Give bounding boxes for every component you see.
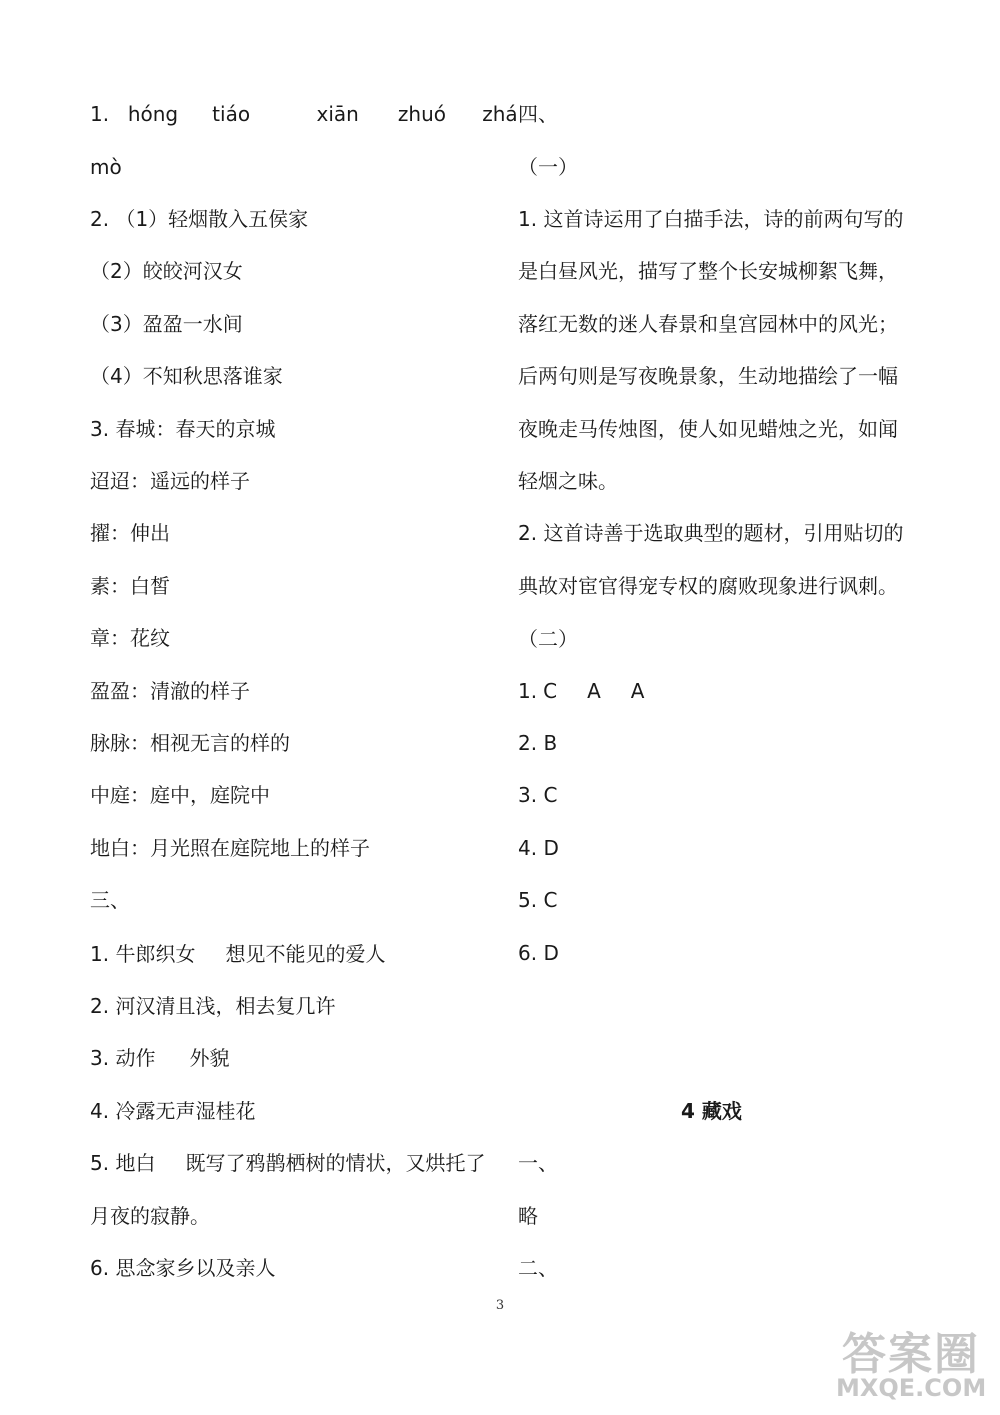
answer-part: 外貌 <box>189 1046 230 1070</box>
answer-line: （3）盈盈一水间 <box>90 311 243 336</box>
answer-line: 脉脉：相视无言的样的 <box>90 731 290 755</box>
answer-line: 2. 河汉清且浅，相去复几许 <box>90 994 336 1018</box>
answer-line: 3. C <box>518 783 558 808</box>
subsection-heading: （一） <box>518 155 578 179</box>
answer-part: 既写了鸦鹊栖树的情状，又烘托了 <box>185 1151 486 1175</box>
pinyin-word: hóng <box>127 102 179 126</box>
answer-line: 地白：月光照在庭院地上的样子 <box>90 835 370 860</box>
question-number: 1. <box>90 102 110 126</box>
choice-answer: A <box>587 679 601 703</box>
choice-answer: A <box>630 679 645 703</box>
question-number: 1. <box>518 679 538 703</box>
answer-line: 素：白皙 <box>90 573 170 598</box>
answer-line: 2. （1）轻烟散入五侯家 <box>90 207 309 231</box>
answer-part: 想见不能见的爱人 <box>225 942 386 966</box>
answer-line: 6. D <box>518 940 559 965</box>
answer-line: 夜晚走马传烛图，使人如见蜡烛之光，如闻 <box>518 416 898 441</box>
answer-line: 4. 冷露无声湿桂花 <box>90 1099 256 1123</box>
answer-line: 5. C <box>518 888 558 913</box>
answer-line <box>90 1044 229 1072</box>
answer-line <box>90 1149 485 1177</box>
answer-line: 2. B <box>518 731 558 755</box>
answer-line: 月夜的寂静。 <box>90 1204 210 1228</box>
answer-line: 略 <box>518 1204 538 1228</box>
answer-line: 章：花纹 <box>90 626 170 651</box>
pinyin-continuation: mò <box>90 155 122 179</box>
answer-line: 盈盈：清澈的样子 <box>90 678 250 703</box>
answer-line: 典故对宦官得宠专权的腐败现象进行讽刺。 <box>518 573 898 598</box>
section-heading: 二、 <box>518 1256 558 1280</box>
watermark-logo <box>836 1318 986 1408</box>
page-number: 3 <box>495 1298 505 1313</box>
answer-line: 1. 这首诗运用了白描手法，诗的前两句写的 <box>518 207 904 231</box>
subsection-heading: （二） <box>518 627 578 651</box>
answer-line: （2）皎皎河汉女 <box>90 259 243 284</box>
choice-answer: C <box>543 679 558 703</box>
answer-line: 6. 思念家乡以及亲人 <box>90 1256 276 1280</box>
watermark-url: MXQE.COM <box>836 1374 987 1402</box>
answer-part: 5. 地白 <box>90 1151 156 1175</box>
answer-part: 3. 动作 <box>90 1046 156 1070</box>
answer-line: 三、 <box>90 888 130 913</box>
section-heading: 一、 <box>518 1151 558 1175</box>
answer-line: 4. D <box>518 835 559 860</box>
pinyin-word: zhá <box>482 102 518 126</box>
pinyin-word: zhuó <box>397 102 446 126</box>
answer-line: 3. 春城：春天的京城 <box>90 416 276 441</box>
section-heading: 四、 <box>518 102 558 126</box>
answer-line: 轻烟之味。 <box>518 469 618 493</box>
watermark-text: 答案圈 <box>842 1329 980 1380</box>
answer-line <box>90 940 385 968</box>
answer-line: 擢：伸出 <box>90 521 170 546</box>
answer-line: 迢迢：遥远的样子 <box>90 469 250 493</box>
answer-line <box>518 677 644 705</box>
answer-line: 后两句则是写夜晚景象，生动地描绘了一幅 <box>518 364 898 389</box>
pinyin-word: tiáo <box>212 102 251 126</box>
answer-line: 中庭：庭中，庭院中 <box>90 783 270 808</box>
answer-line: 是白昼风光，描写了整个长安城柳絮飞舞， <box>518 259 898 284</box>
pinyin-word: xiān <box>316 102 359 126</box>
lesson-title: 4 藏戏 <box>681 1099 742 1123</box>
answer-line: 落红无数的迷人春景和皇宫园林中的风光； <box>518 311 898 336</box>
pinyin-answer-row <box>90 100 518 128</box>
answer-line: （4）不知秋思落谁家 <box>90 364 283 389</box>
answer-part: 1. 牛郎织女 <box>90 942 196 966</box>
answer-line: 2. 这首诗善于选取典型的题材，引用贴切的 <box>518 521 904 546</box>
